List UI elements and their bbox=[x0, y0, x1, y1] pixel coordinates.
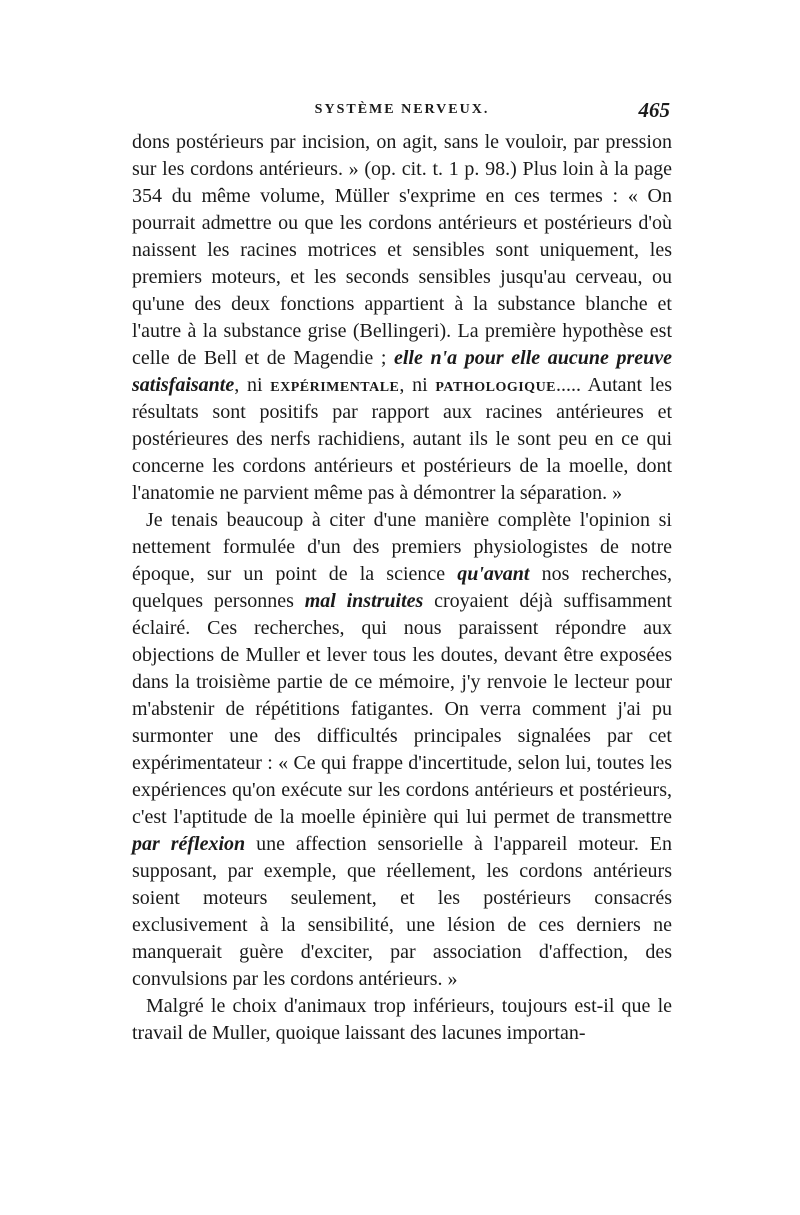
emphasis-run: par réflexion bbox=[132, 833, 246, 855]
text-run: Malgré le choix d'animaux trop inférieurs, toujours est-il que le travail de Muller, quoique laissant des lacunes importan- bbox=[132, 995, 672, 1044]
text-run: , ni bbox=[399, 374, 436, 396]
text-run: ..... Autant les résultats sont positifs par rapport aux racines antérieures et postérieures des nerfs rachidiens, autant ils le sont peu en ce qui concerne les cordons antérieurs et postérieurs de la moelle, dont l'anatomie ne parvient même pas à démontrer la séparation. » bbox=[132, 374, 672, 504]
text-run: une affection sensorielle à l'appareil moteur. En supposant, par exemple, que réellement, les cordons antérieurs soient moteurs seulement, et les postérieurs consacrés exclusivement à la sensibilité, une lésion de ces derniers ne manquerait guère d'exciter, par association d'affection, des convulsions par les cordons antérieurs. » bbox=[132, 833, 673, 990]
body-text bbox=[132, 129, 672, 1047]
paragraph-2 bbox=[132, 507, 672, 993]
paragraph-3 bbox=[132, 993, 672, 1047]
text-run: croyaient déjà suffisamment éclairé. Ces recherches, qui nous paraissent répondre aux objections de Muller et lever tous les doutes, devant être exposées dans la troisième partie de ce mémoire, j'y renvoie le lecteur pour m'abstenir de répétitions fatigantes. On verra comment j'ai pu surmonter une des difficultés principales signalées par cet expérimentateur : « Ce qui frappe d'incertitude, selon lui, toutes les expériences qu'on exécute sur les cordons antérieurs et postérieurs, c'est l'aptitude de la moelle épinière qui lui permet de transmettre bbox=[132, 590, 672, 828]
text-run: Je tenais beaucoup à citer d'une manière complète l'opinion si nettement formulée d'un des premiers physiologistes de notre époque, sur un point de la science bbox=[132, 509, 672, 585]
paragraph-1 bbox=[132, 129, 672, 507]
smallcaps-run: pathologique bbox=[435, 374, 557, 396]
page-number: 465 bbox=[638, 98, 670, 122]
emphasis-run: qu'avant bbox=[457, 563, 530, 585]
text-run: , ni bbox=[234, 374, 271, 396]
text-run: nos recherches, quelques personnes bbox=[132, 563, 672, 612]
emphasis-run: elle n'a pour elle aucune preuve satisfaisante bbox=[132, 347, 672, 396]
emphasis-run: mal instruites bbox=[304, 590, 424, 612]
running-title: SYSTÈME NERVEUX. bbox=[314, 102, 490, 117]
text-run: dons postérieurs par incision, on agit, sans le vouloir, par pression sur les cordons antérieurs. » (op. cit. t. 1 p. 98.) Plus loin à la page 354 du même volume, Müller s'exprime en ces termes : « On pourrait admettre ou que les cordons antérieurs et postérieurs d'où naissent les racines motrices et sensibles sont uniquement, les premiers moteurs, et les seconds sensibles jusqu'au cerveau, ou qu'une des deux fonctions appartient à la substance blanche et l'autre à la substance grise (Bellingeri). La première hypothèse est celle de Bell et de Magendie ; bbox=[132, 131, 672, 369]
running-head bbox=[132, 98, 672, 122]
smallcaps-run: expérimentale bbox=[270, 374, 400, 396]
